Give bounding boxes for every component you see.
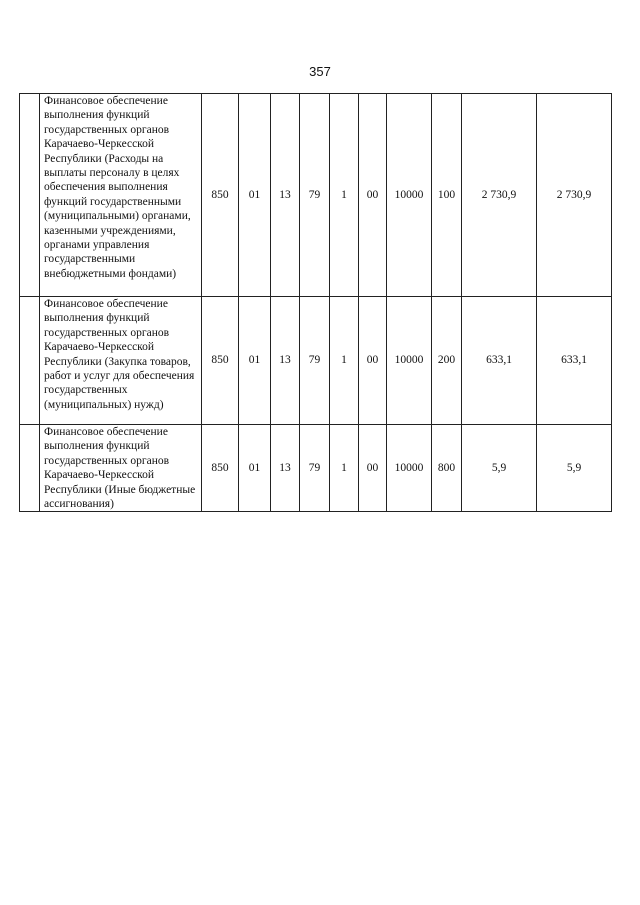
program-code-cell: 79 <box>300 297 330 425</box>
table-row <box>20 94 612 297</box>
section-code-cell: 01 <box>239 297 271 425</box>
ministry-code-cell: 850 <box>202 94 239 297</box>
expense-type-code-cell: 800 <box>432 425 462 512</box>
direction-code-cell: 10000 <box>387 94 432 297</box>
table-row <box>20 425 612 512</box>
description-cell: Финансовое обеспечение выполнения функций государственных органов Карачаево-Черкесской Республики (Расходы на выплаты персоналу в целях обеспечения выполнения функций государственными (муниципальными) органами, казенными учреждениями, органами управления государственными внебюджетными фондами) <box>40 94 202 297</box>
description-cell: Финансовое обеспечение выполнения функций государственных органов Карачаево-Черкесской Республики (Иные бюджетные ассигнования) <box>40 425 202 512</box>
subsection-code-cell: 13 <box>271 425 300 512</box>
ministry-code-cell: 850 <box>202 425 239 512</box>
main-event-code-cell: 00 <box>359 297 387 425</box>
ministry-code-cell: 850 <box>202 297 239 425</box>
subsection-code-cell: 13 <box>271 297 300 425</box>
blank-cell <box>20 425 40 512</box>
amount-cell-1: 633,1 <box>462 297 537 425</box>
direction-code-cell: 10000 <box>387 425 432 512</box>
section-code-cell: 01 <box>239 94 271 297</box>
expense-type-code-cell: 100 <box>432 94 462 297</box>
amount-cell-2: 2 730,9 <box>537 94 612 297</box>
program-code-cell: 79 <box>300 94 330 297</box>
subsection-code-cell: 13 <box>271 94 300 297</box>
amount-cell-1: 5,9 <box>462 425 537 512</box>
program-code-cell: 79 <box>300 425 330 512</box>
main-event-code-cell: 00 <box>359 425 387 512</box>
blank-cell <box>20 94 40 297</box>
blank-cell <box>20 297 40 425</box>
budget-table <box>19 93 612 512</box>
direction-code-cell: 10000 <box>387 297 432 425</box>
subprogram-code-cell: 1 <box>330 425 359 512</box>
amount-cell-2: 633,1 <box>537 297 612 425</box>
table-row <box>20 297 612 425</box>
subprogram-code-cell: 1 <box>330 297 359 425</box>
amount-cell-1: 2 730,9 <box>462 94 537 297</box>
main-event-code-cell: 00 <box>359 94 387 297</box>
expense-type-code-cell: 200 <box>432 297 462 425</box>
description-cell: Финансовое обеспечение выполнения функций государственных органов Карачаево-Черкесской Республики (Закупка товаров, работ и услуг для обеспечения государственных (муниципальных) нужд) <box>40 297 202 425</box>
page-number: 357 <box>309 64 331 79</box>
subprogram-code-cell: 1 <box>330 94 359 297</box>
section-code-cell: 01 <box>239 425 271 512</box>
amount-cell-2: 5,9 <box>537 425 612 512</box>
